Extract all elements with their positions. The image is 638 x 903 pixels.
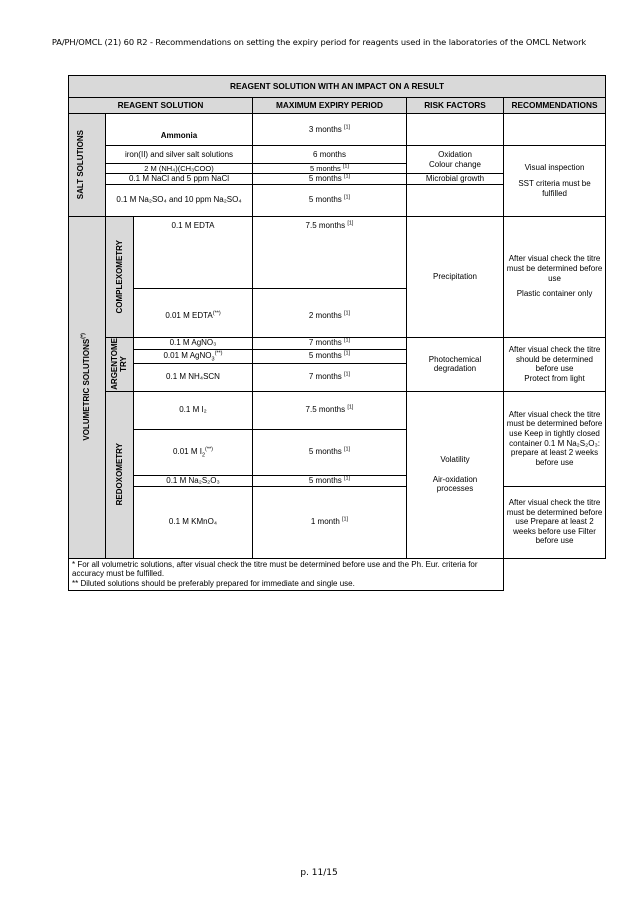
reagent-agno3-01: 0.1 M AgNO₃ bbox=[134, 337, 253, 349]
table-title: REAGENT SOLUTION WITH AN IMPACT ON A RESULT bbox=[69, 76, 606, 98]
period-edta-001: 2 months [1] bbox=[253, 288, 407, 337]
subgroup-label-complexometry: COMPLEXOMETRY bbox=[106, 216, 134, 337]
page-number: p. 11/15 bbox=[300, 868, 338, 878]
reagent-iodine-01: 0.1 M I₂ bbox=[134, 391, 253, 429]
column-header-expiry: MAXIMUM EXPIRY PERIOD bbox=[253, 98, 407, 114]
table-footnotes bbox=[69, 558, 504, 591]
column-header-risk: RISK FACTORS bbox=[407, 98, 504, 114]
period-nacl: 5 months [1] bbox=[253, 174, 407, 185]
recommendation-redoxometry-a: After visual check the titre must be determined before use Keep in tightly closed container 0.1 M Na₂S₂O₃: prepare at least 2 weeks before use bbox=[504, 391, 606, 486]
reagent-thiosulfate: 0.1 M Na₂S₂O₃ bbox=[134, 475, 253, 486]
risk-empty bbox=[407, 114, 504, 146]
reagent-agno3-001: 0.01 M AgNO$_3$(**) bbox=[134, 349, 253, 363]
risk-microbial: Microbial growth bbox=[407, 174, 504, 185]
period-iodine-001: 5 months [1] bbox=[253, 429, 407, 475]
subgroup-label-redoxometry: REDOXOMETRY bbox=[106, 391, 134, 558]
recommendation-redoxometry-b: After visual check the titre must be determined before use Prepare at least 2 weeks before use Filter before use bbox=[504, 486, 606, 558]
period-edta-01: 7.5 months [1] bbox=[253, 216, 407, 288]
period-agno3-001: 5 months [1] bbox=[253, 349, 407, 363]
recommendation-complexometry: After visual check the titre must be determined before use Plastic container only bbox=[504, 216, 606, 337]
reagent-edta-001: 0.01 M EDTA(**) bbox=[134, 288, 253, 337]
risk-oxidation: Oxidation Colour change bbox=[407, 146, 504, 174]
period-nh4scn: 7 months [1] bbox=[253, 363, 407, 391]
footnote-diluted: ** Diluted solutions should be preferably prepared for immediate and single use. bbox=[72, 578, 355, 588]
period-kmno4: 1 month [1] bbox=[253, 486, 407, 558]
column-header-reagent: REAGENT SOLUTION bbox=[69, 98, 253, 114]
group-label-salt: SALT SOLUTIONS bbox=[69, 114, 106, 217]
period-sodium-sulfate: 5 months [1] bbox=[253, 184, 407, 216]
reagent-edta-01: 0.1 M EDTA bbox=[134, 216, 253, 288]
risk-precipitation: Precipitation bbox=[407, 216, 504, 337]
reagent-ammonium-acetate: 2 M (NH₄)(CH₃COO) bbox=[106, 164, 253, 174]
column-header-recommendations: RECOMMENDATIONS bbox=[504, 98, 606, 114]
period-iron-silver: 6 months bbox=[253, 146, 407, 164]
reagent-table bbox=[68, 75, 606, 591]
period-iodine-01: 7.5 months [1] bbox=[253, 391, 407, 429]
recommendation-salt: Visual inspection SST criteria must be fulfilled bbox=[504, 146, 606, 217]
risk-photochemical: Photochemical degradation bbox=[407, 337, 504, 391]
risk-volatility: Volatility Air-oxidation processes bbox=[407, 391, 504, 558]
reagent-kmno4: 0.1 M KMnO₄ bbox=[134, 486, 253, 558]
reagent-iron-silver: iron(II) and silver salt solutions bbox=[106, 146, 253, 164]
recommendation-empty bbox=[504, 114, 606, 146]
recommendation-argentometry: After visual check the titre should be determined before use Protect from light bbox=[504, 337, 606, 391]
reagent-nh4scn: 0.1 M NH₄SCN bbox=[134, 363, 253, 391]
subgroup-label-argentometry: ARGENTOME TRY bbox=[106, 337, 134, 391]
period-ammonia: 3 months [1] bbox=[253, 114, 407, 146]
reagent-iodine-001: 0.01 M $I_2^{(**)}$ bbox=[134, 429, 253, 475]
reagent-nacl: 0.1 M NaCl and 5 ppm NaCl bbox=[106, 174, 253, 185]
reagent-sodium-sulfate: 0.1 M Na₂SO₄ and 10 ppm Na₂SO₄ bbox=[106, 184, 253, 216]
document-header: PA/PH/OMCL (21) 60 R2 - Recommendations on setting the expiry period for reagents used in the laboratories of the OMCL Network bbox=[51, 37, 587, 47]
risk-empty bbox=[407, 184, 504, 216]
period-thiosulfate: 5 months [1] bbox=[253, 475, 407, 486]
group-label-volumetric: VOLUMETRIC SOLUTIONS(*) bbox=[69, 216, 106, 558]
footnote-volumetric: * For all volumetric solutions, after visual check the titre must be determined before use and the Ph. Eur. criteria for accuracy must be fulfilled. bbox=[72, 559, 478, 579]
period-ammonium-acetate: 5 months [1] bbox=[253, 164, 407, 174]
period-agno3-01: 7 months [1] bbox=[253, 337, 407, 349]
reagent-ammonia: Ammonia bbox=[106, 114, 253, 146]
